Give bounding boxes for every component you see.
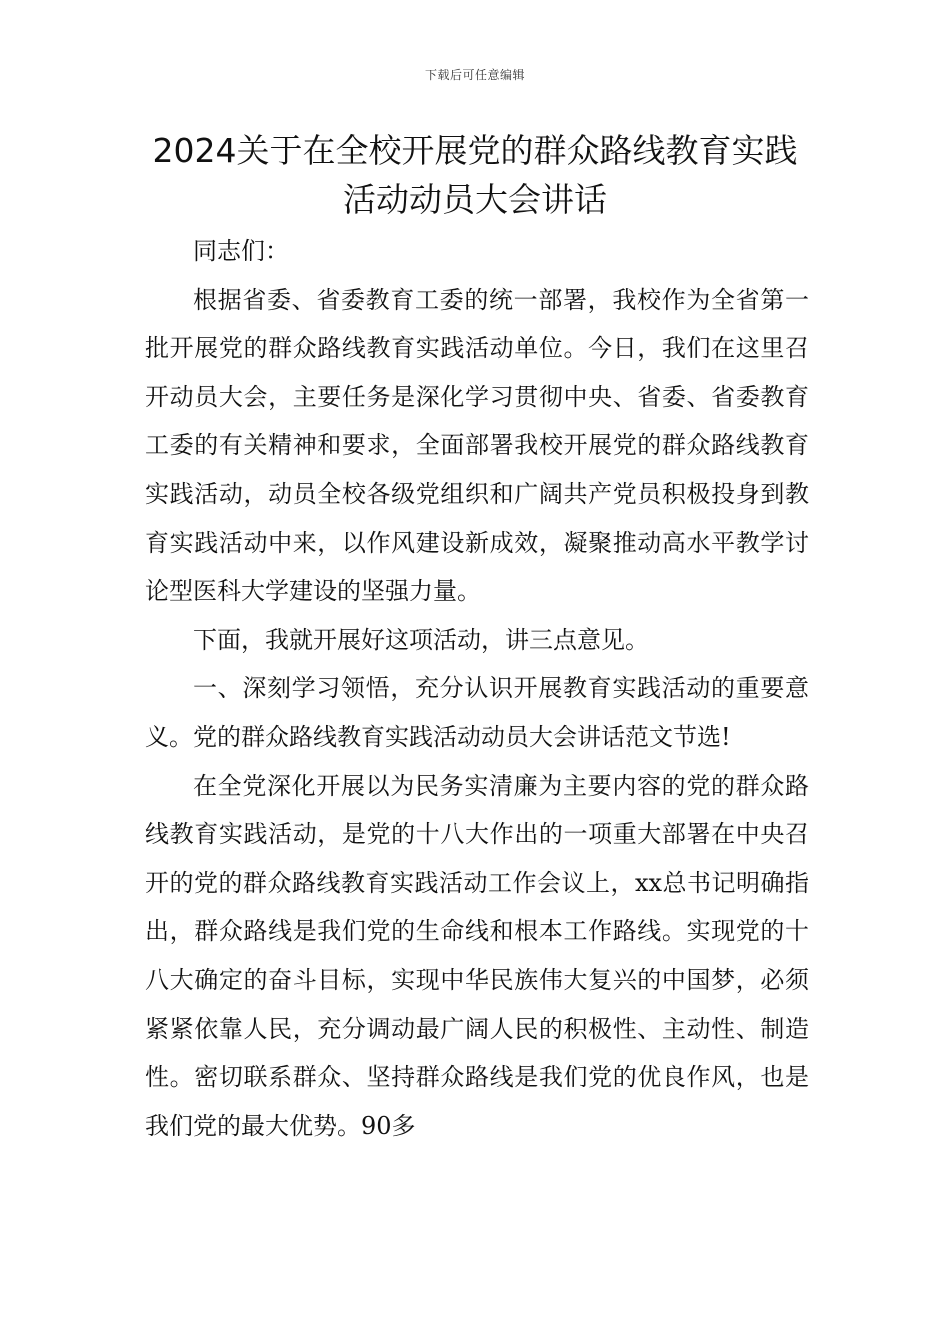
body-paragraph: 下面，我就开展好这项活动，讲三点意见。 <box>193 625 649 654</box>
salutation-paragraph: 同志们： <box>193 237 289 265</box>
header-note: 下载后可任意编辑 <box>424 68 525 82</box>
document-title: 2024关于在全校开展党的群众路线教育实践活动动员大会讲话 <box>152 131 798 219</box>
body-paragraph: 一、深刻学习领悟，充分认识开展教育实践活动的重要意义。党的群众路线教育实践活动动员大会讲话范文节选! <box>145 674 809 751</box>
body-paragraph: 在全党深化开展以为民务实清廉为主要内容的党的群众路线教育实践活动，是党的十八大作出的一项重大部署在中央召开的党的群众路线教育实践活动工作会议上，xx总书记明确指出，群众路线是我们党的生命线和根本工作路线。实现党的十八大确定的奋斗目标，实现中华民族伟大复兴的中国梦，必须紧紧依靠人民，充分调动最广阔人民的积极性、主动性、制造性。密切联系群众、坚持群众路线是我们党的优良作风，也是我们党的最大优势。90多 <box>145 771 809 1140</box>
document-body <box>145 227 809 1150</box>
body-paragraph: 根据省委、省委教育工委的统一部署，我校作为全省第一批开展党的群众路线教育实践活动单位。今日，我们在这里召开动员大会，主要任务是深化学习贯彻中央、省委、省委教育工委的有关精神和要求，全面部署我校开展党的群众路线教育实践活动，动员全校各级党组织和广阔共产党员积极投身到教育实践活动中来，以作风建设新成效，凝聚推动高水平教学讨论型医科大学建设的坚强力量。 <box>145 285 809 606</box>
